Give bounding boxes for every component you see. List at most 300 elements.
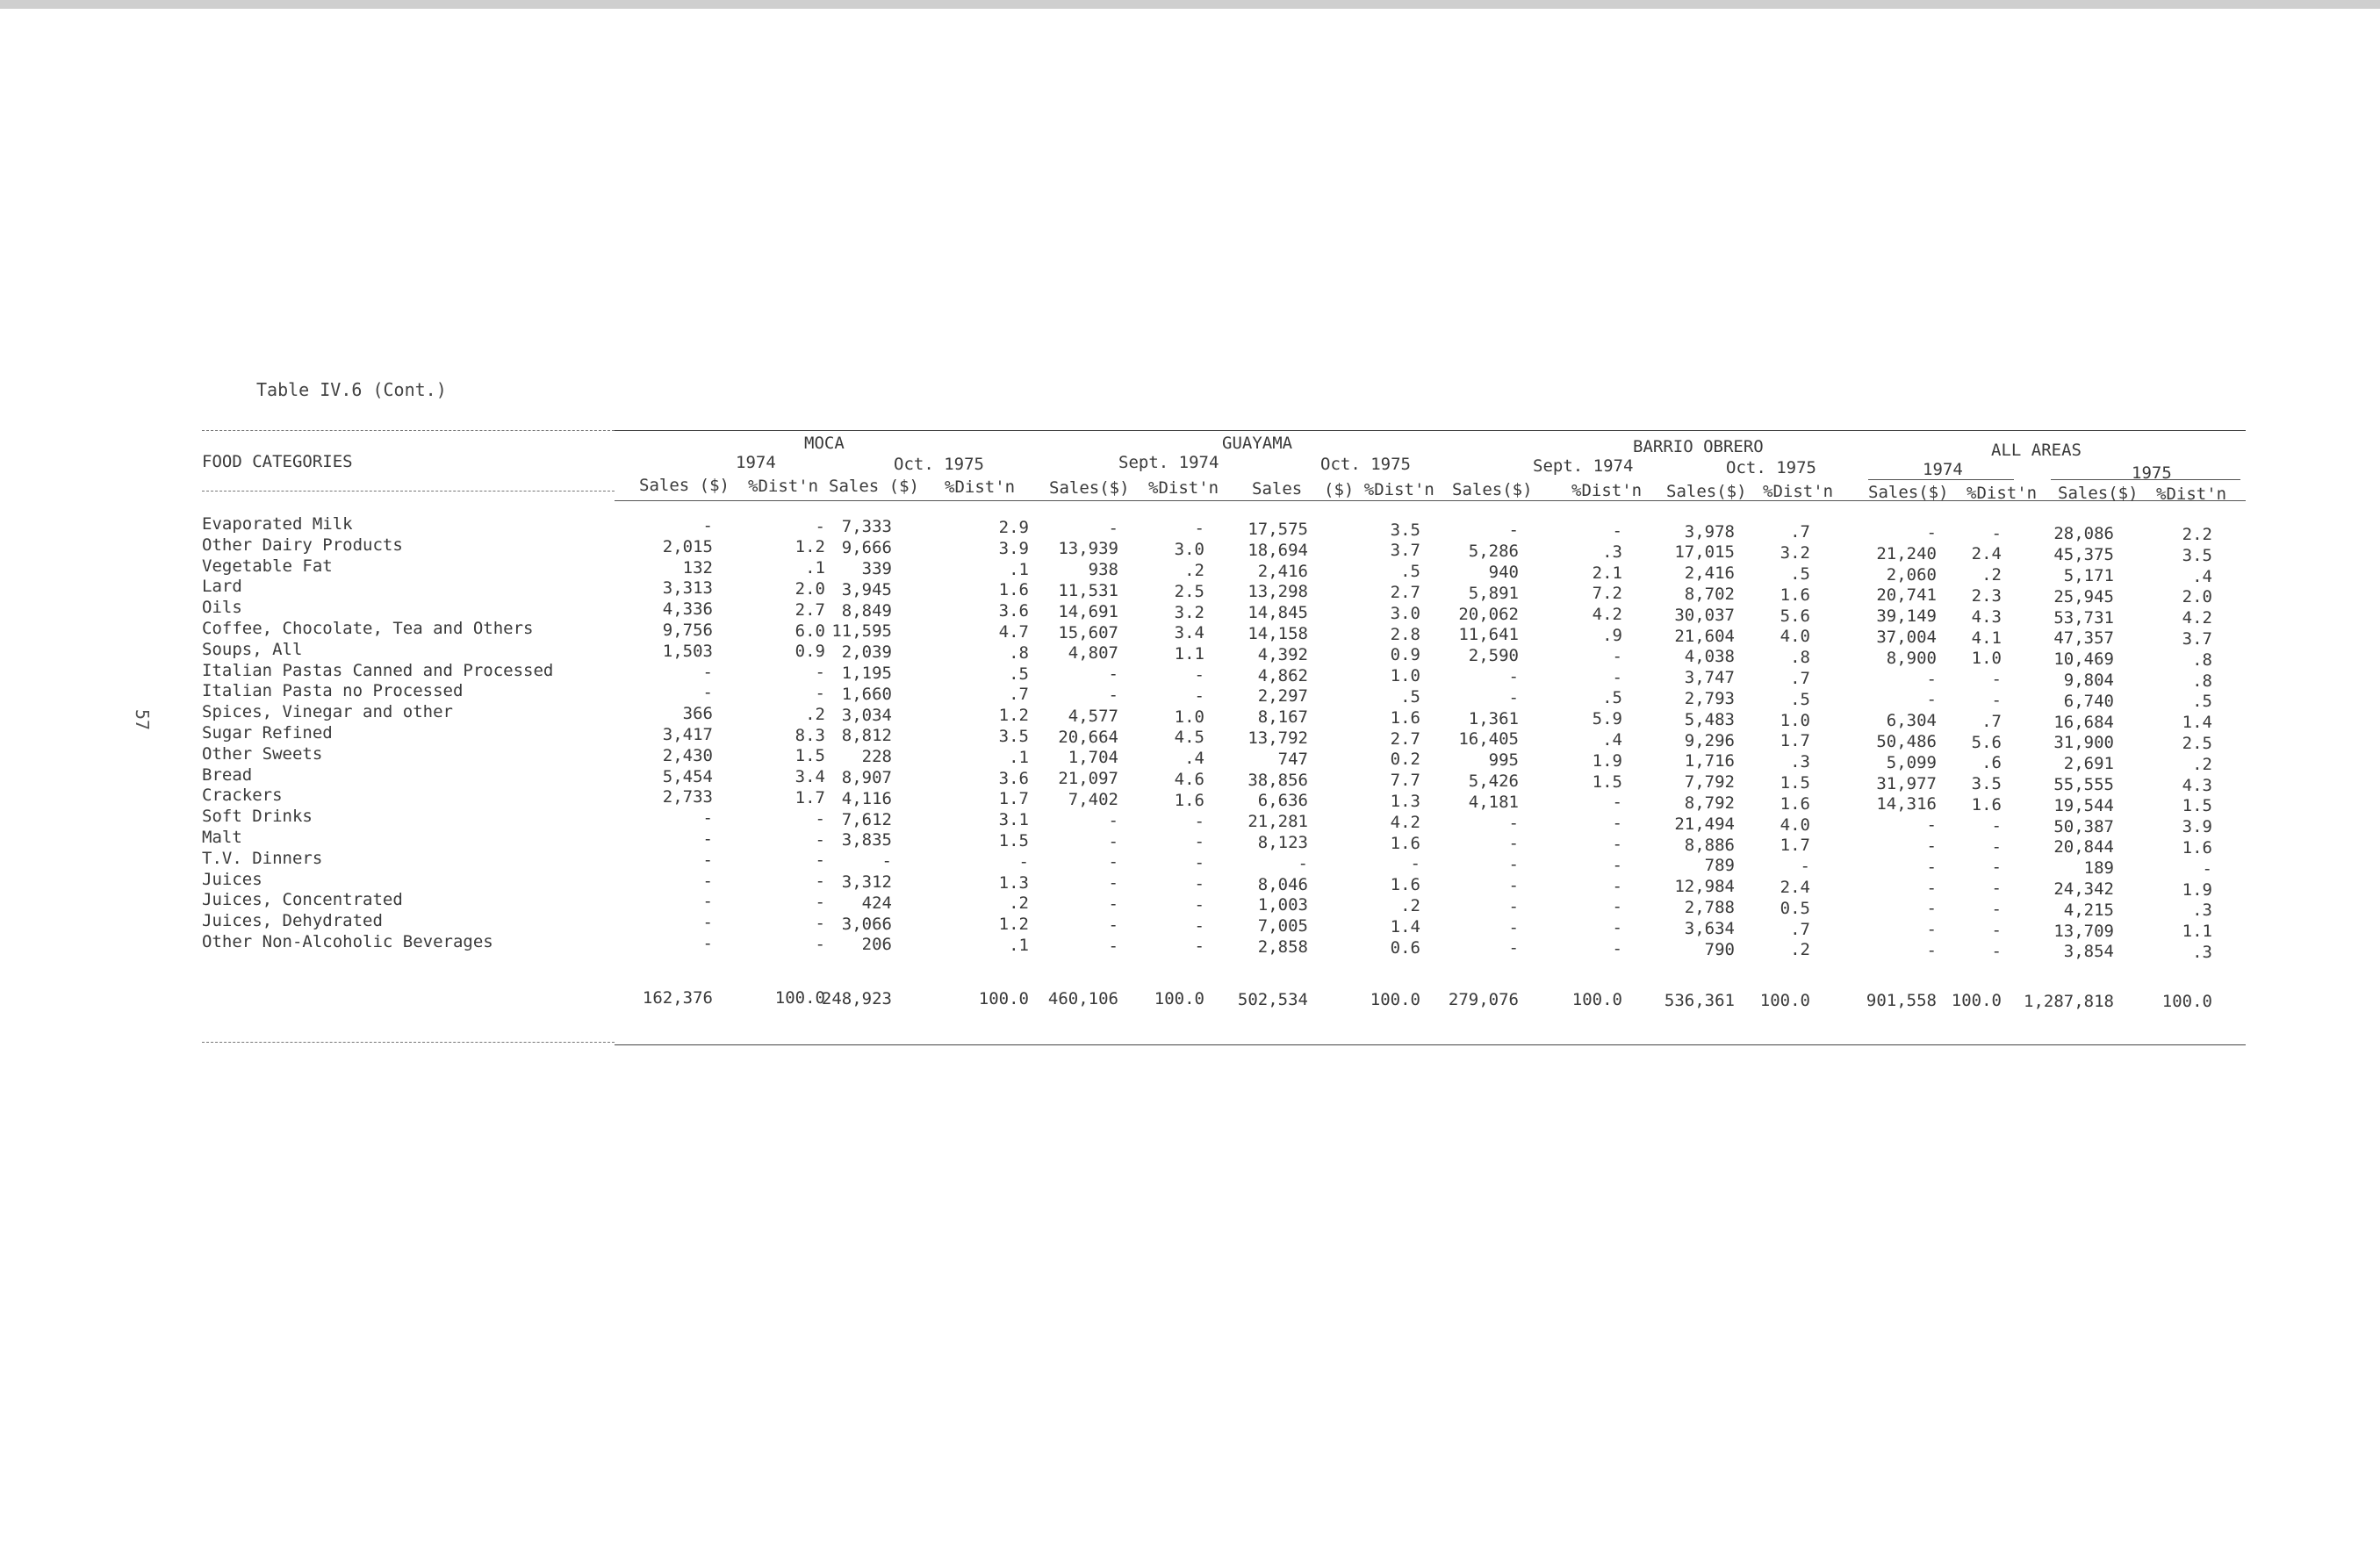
- table-cell: 1,195: [841, 663, 892, 683]
- table-cell: -: [1194, 873, 1204, 893]
- table-cell: 25,945: [2053, 586, 2114, 606]
- table-cell: 4,392: [1257, 644, 1308, 664]
- total-cell: 100.0: [1759, 990, 1810, 1010]
- table-cell: .3: [1790, 752, 1810, 772]
- table-cell: 4.3: [2182, 775, 2212, 795]
- table-cell: -: [815, 663, 825, 683]
- total-cell: 100.0: [1154, 989, 1204, 1009]
- table-cell: 7,333: [841, 517, 892, 537]
- table-cell: -: [1612, 918, 1622, 938]
- table-cell: 3,945: [841, 579, 892, 599]
- table-cell: -: [1194, 915, 1204, 936]
- table-cell: .5: [1400, 562, 1420, 582]
- table-cell: 2.8: [1390, 624, 1420, 644]
- table-cell: -: [1612, 835, 1622, 854]
- table-cell: 1.1: [1174, 644, 1204, 664]
- row-label: Juices, Concentrated: [202, 890, 403, 910]
- row-label: Italian Pasta no Processed: [202, 681, 464, 701]
- table-cell: 1.7: [795, 788, 825, 808]
- table-cell: .2: [1009, 893, 1029, 914]
- table-cell: 3.4: [795, 767, 825, 787]
- table-cell: 4,038: [1684, 647, 1735, 667]
- table-cell: 6,304: [1886, 711, 1937, 731]
- table-cell: -: [1926, 899, 1937, 919]
- table-cell: -: [702, 683, 713, 703]
- area-header: ALL AREAS: [1991, 441, 2082, 460]
- table-cell: -: [815, 872, 825, 892]
- table-cell: .8: [1009, 642, 1029, 663]
- table-cell: 1.2: [998, 915, 1029, 935]
- table-cell: 14,158: [1248, 624, 1308, 643]
- table-cell: -: [1508, 687, 1519, 707]
- table-cell: 228: [861, 747, 892, 767]
- table-cell: 20,741: [1876, 585, 1937, 606]
- table-cell: 747: [1277, 749, 1308, 769]
- table-cell: 8,907: [841, 767, 892, 787]
- table-cell: .1: [1009, 936, 1029, 955]
- table-cell: 1.0: [1390, 666, 1420, 686]
- table-cell: .8: [1790, 648, 1810, 668]
- table-cell: -: [1612, 667, 1622, 687]
- table-cell: 13,939: [1058, 539, 1118, 559]
- total-cell: 1,287,818: [2024, 991, 2114, 1011]
- table-cell: -: [815, 684, 825, 704]
- table-cell: -: [815, 893, 825, 913]
- table-cell: 7,402: [1068, 790, 1118, 810]
- table-cell: 2.4: [1971, 544, 2002, 564]
- table-cell: 3.9: [998, 538, 1029, 558]
- table-cell: .2: [1400, 896, 1420, 916]
- table-cell: -: [1926, 878, 1937, 898]
- table-cell: 938: [1088, 560, 1118, 580]
- table-cell: .1: [805, 558, 825, 578]
- table-cell: -: [1991, 815, 2002, 836]
- table-cell: 3.0: [1390, 603, 1420, 623]
- table-cell: 1.6: [1971, 795, 2002, 815]
- table-cell: -: [881, 851, 892, 872]
- table-cell: 8,812: [841, 726, 892, 746]
- table-cell: .5: [1790, 563, 1810, 584]
- period-header: Sept. 1974: [1118, 453, 1219, 472]
- table-cell: -: [1926, 941, 1937, 960]
- table-cell: 1,361: [1468, 708, 1519, 728]
- table-cell: -: [1508, 813, 1519, 833]
- table-cell: 31,977: [1876, 773, 1937, 793]
- table-cell: -: [1108, 685, 1118, 706]
- table-cell: 8.3: [795, 725, 825, 745]
- column-header: %Dist'n: [2156, 484, 2227, 504]
- table-cell: 3,854: [2063, 942, 2114, 962]
- table-cell: 1,003: [1257, 895, 1308, 915]
- table-cell: -: [1991, 691, 2002, 711]
- table-cell: -: [1108, 936, 1118, 956]
- table-cell: .5: [1009, 664, 1029, 684]
- table-cell: -: [1508, 520, 1519, 541]
- table-cell: 4.6: [1174, 769, 1204, 789]
- table-cell: -: [1612, 939, 1622, 958]
- page-number: 57: [132, 708, 154, 731]
- total-cell: 279,076: [1448, 990, 1519, 1010]
- table-cell: 2,590: [1468, 646, 1519, 666]
- table-cell: 4,577: [1068, 706, 1118, 726]
- table-cell: 6.0: [795, 621, 825, 641]
- period-header: Sept. 1974: [1533, 456, 1634, 476]
- table-cell: 38,856: [1248, 770, 1308, 790]
- food-categories-header: FOOD CATEGORIES: [202, 452, 353, 471]
- table-cell: 1.5: [998, 831, 1029, 850]
- table-cell: -: [1991, 920, 2002, 940]
- table-cell: -: [1108, 894, 1118, 915]
- table-cell: -: [1108, 664, 1118, 685]
- table-cell: -: [815, 808, 825, 829]
- table-cell: 4,862: [1257, 665, 1308, 685]
- table-cell: 5,426: [1468, 771, 1519, 791]
- table-cell: 28,086: [2053, 524, 2114, 544]
- table-cell: .9: [1602, 626, 1622, 645]
- table-cell: 0.2: [1390, 750, 1420, 770]
- table-cell: .7: [1790, 522, 1810, 542]
- table-cell: 8,886: [1684, 835, 1735, 855]
- table-cell: 21,097: [1058, 769, 1118, 789]
- table-cell: 1.6: [1174, 790, 1204, 810]
- table-cell: -: [1194, 519, 1204, 539]
- table-cell: 3.6: [998, 768, 1029, 788]
- table-cell: 3.5: [1390, 520, 1420, 540]
- row-label: Other Sweets: [202, 743, 323, 764]
- table-cell: 50,486: [1876, 732, 1937, 751]
- total-cell: 502,534: [1237, 989, 1308, 1009]
- column-header: %Dist'n: [1967, 483, 2038, 503]
- table-cell: 3.0: [1174, 540, 1204, 560]
- total-cell: 100.0: [1571, 990, 1622, 1010]
- table-cell: -: [1108, 873, 1118, 893]
- table-cell: 2,733: [662, 787, 713, 807]
- table-cell: .8: [2192, 671, 2212, 691]
- table-cell: 189: [2083, 858, 2114, 879]
- table-cell: 1.4: [1390, 916, 1420, 936]
- table-cell: 1.3: [998, 872, 1029, 893]
- row-label: Other Non-Alcoholic Beverages: [202, 932, 493, 951]
- table-cell: 1.6: [1780, 585, 1810, 605]
- table-cell: 16,684: [2053, 712, 2114, 732]
- table-cell: 4.0: [1780, 627, 1810, 647]
- table-cell: 17,015: [1674, 542, 1735, 563]
- table-cell: 2,297: [1257, 686, 1308, 707]
- table-cell: -: [1800, 857, 1810, 877]
- table-cell: 7,612: [841, 809, 892, 829]
- table-cell: 2,691: [2063, 754, 2114, 774]
- table-cell: -: [1508, 896, 1519, 916]
- table-cell: 2.1: [1592, 563, 1622, 583]
- table-cell: 8,046: [1257, 874, 1308, 894]
- table-cell: 1.5: [2182, 796, 2212, 816]
- table-cell: -: [1991, 879, 2002, 899]
- table-cell: -: [1108, 810, 1118, 830]
- table-cell: .2: [1184, 560, 1204, 580]
- table-cell: .7: [1009, 685, 1029, 705]
- row-label: Soups, All: [202, 639, 303, 659]
- table-cell: 8,167: [1257, 707, 1308, 728]
- table-cell: 1.0: [1780, 710, 1810, 730]
- bottom-rule: [615, 1044, 2246, 1045]
- table-cell: .5: [1400, 687, 1420, 707]
- table-cell: 1.1: [2182, 922, 2212, 942]
- table-cell: -: [1194, 832, 1204, 852]
- table-cell: 11,531: [1058, 581, 1118, 601]
- table-cell: 2,788: [1684, 898, 1735, 918]
- table-cell: 2,793: [1684, 689, 1735, 709]
- table-cell: 16,405: [1458, 729, 1519, 750]
- row-label: T.V. Dinners: [202, 848, 323, 868]
- table-cell: 3.5: [998, 727, 1029, 746]
- table-cell: -: [1991, 523, 2002, 543]
- table-cell: 366: [682, 704, 713, 724]
- row-label: Bread: [202, 764, 253, 785]
- table-cell: 13,298: [1248, 582, 1308, 602]
- table-cell: 1.7: [1780, 731, 1810, 751]
- table-cell: 2,416: [1257, 561, 1308, 581]
- period-header: 1974: [1923, 460, 1963, 479]
- table-cell: 1.7: [998, 789, 1029, 809]
- table-cell: 9,756: [662, 621, 713, 640]
- table-cell: 1.4: [2182, 713, 2212, 733]
- top-rule: [615, 430, 2246, 431]
- table-cell: -: [1194, 685, 1204, 706]
- column-header: %Dist'n: [1763, 482, 1834, 502]
- table-cell: 1.0: [1174, 707, 1204, 727]
- row-label: Juices, Dehydrated: [202, 911, 383, 931]
- table-cell: 2.4: [1780, 877, 1810, 897]
- table-cell: 14,691: [1058, 601, 1118, 621]
- table-cell: 20,844: [2053, 837, 2114, 858]
- table-cell: 5,286: [1468, 542, 1519, 562]
- table-cell: 790: [1704, 939, 1735, 959]
- table-cell: -: [1612, 897, 1622, 917]
- table-cell: 3,034: [841, 705, 892, 725]
- table-cell: 3.7: [2182, 629, 2212, 649]
- table-cell: 3,066: [841, 914, 892, 934]
- column-header: Sales($): [1868, 483, 1949, 502]
- column-header: ($) %Dist'n: [1324, 479, 1434, 499]
- table-cell: 21,494: [1674, 814, 1735, 834]
- table-cell: -: [1194, 853, 1204, 873]
- table-cell: 17,575: [1248, 520, 1308, 539]
- table-cell: 4.1: [1971, 628, 2002, 648]
- table-cell: -: [1194, 894, 1204, 915]
- table-cell: 7,005: [1257, 916, 1308, 936]
- table-cell: 10,469: [2053, 649, 2114, 670]
- table-cell: 1.3: [1390, 792, 1420, 812]
- table-cell: 4,336: [662, 599, 713, 620]
- table-caption: Table IV.6 (Cont.): [256, 379, 447, 400]
- table-cell: 3.5: [2182, 545, 2212, 565]
- total-cell: 100.0: [1951, 991, 2002, 1011]
- table-cell: 4.5: [1174, 728, 1204, 748]
- table-cell: -: [1612, 876, 1622, 896]
- total-cell: 100.0: [1370, 989, 1420, 1009]
- table-cell: 1.5: [1592, 771, 1622, 792]
- table-cell: .3: [1602, 542, 1622, 562]
- period-header: 1974: [736, 453, 776, 472]
- table-cell: 2,430: [662, 745, 713, 765]
- table-cell: 1.5: [795, 746, 825, 766]
- table-cell: 339: [861, 558, 892, 578]
- row-label: Evaporated Milk: [202, 514, 353, 534]
- table-cell: -: [1926, 920, 1937, 940]
- table-cell: 45,375: [2053, 545, 2114, 565]
- table-cell: .7: [1790, 668, 1810, 688]
- table-cell: 2.7: [1390, 728, 1420, 749]
- table-cell: 8,792: [1684, 793, 1735, 814]
- table-cell: -: [1926, 690, 1937, 710]
- table-cell: -: [1108, 518, 1118, 538]
- table-cell: -: [1108, 852, 1118, 872]
- table-cell: -: [1508, 855, 1519, 875]
- table-cell: .7: [1790, 919, 1810, 939]
- table-cell: 39,149: [1876, 606, 1937, 627]
- total-cell: 248,923: [821, 988, 892, 1008]
- table-cell: -: [702, 516, 713, 535]
- table-cell: -: [1991, 670, 2002, 690]
- table-cell: -: [1298, 853, 1308, 873]
- table-cell: 206: [861, 935, 892, 955]
- table-cell: 2,060: [1886, 564, 1937, 585]
- column-rule-left: [202, 491, 615, 492]
- table-cell: -: [1194, 936, 1204, 957]
- table-cell: 7.7: [1390, 771, 1420, 791]
- table-cell: 9,804: [2063, 670, 2114, 690]
- table-cell: -: [702, 662, 713, 682]
- table-cell: 2,858: [1257, 937, 1308, 957]
- table-cell: .2: [805, 704, 825, 724]
- table-cell: 7,792: [1684, 772, 1735, 793]
- table-cell: .8: [2192, 649, 2212, 670]
- table-cell: 2.3: [1971, 586, 2002, 606]
- table-cell: -: [1926, 523, 1937, 542]
- total-cell: 100.0: [978, 988, 1029, 1008]
- table-cell: 4.2: [1592, 605, 1622, 625]
- table-cell: 1.6: [998, 580, 1029, 600]
- table-cell: 3,747: [1684, 668, 1735, 688]
- table-cell: -: [702, 934, 713, 953]
- table-cell: -: [1410, 854, 1420, 874]
- row-label: Malt: [202, 828, 242, 847]
- table-cell: 47,357: [2053, 628, 2114, 649]
- table-cell: 19,544: [2053, 795, 2114, 815]
- table-cell: -: [702, 808, 713, 829]
- table-cell: 1.6: [2182, 838, 2212, 858]
- table-cell: 2.0: [2182, 587, 2212, 607]
- table-cell: .1: [1009, 559, 1029, 579]
- table-cell: 1.2: [795, 537, 825, 557]
- row-label: Spices, Vinegar and other: [202, 702, 453, 722]
- table-cell: 4.2: [1390, 812, 1420, 832]
- bottom-rule-left: [202, 1042, 615, 1043]
- table-cell: -: [1508, 875, 1519, 895]
- table-cell: 1,716: [1684, 751, 1735, 771]
- table-cell: .2: [1790, 940, 1810, 960]
- area-header: GUAYAMA: [1222, 434, 1293, 453]
- table-cell: 55,555: [2053, 774, 2114, 794]
- table-cell: -: [1612, 646, 1622, 666]
- table-cell: 11,641: [1458, 625, 1519, 645]
- row-label: Other Dairy Products: [202, 535, 403, 555]
- table-cell: 0.6: [1390, 937, 1420, 958]
- table-cell: 3,417: [662, 725, 713, 744]
- table-cell: 0.9: [1390, 645, 1420, 665]
- area-header: MOCA: [804, 434, 845, 453]
- total-cell: 162,376: [642, 988, 713, 1008]
- table-cell: 2,416: [1684, 563, 1735, 584]
- table-cell: 5.6: [1780, 606, 1810, 626]
- table-cell: 2.0: [795, 579, 825, 599]
- table-cell: -: [815, 913, 825, 933]
- table-cell: 3,312: [841, 872, 892, 892]
- table-cell: 6,636: [1257, 791, 1308, 811]
- table-cell: 1,503: [662, 641, 713, 661]
- table-cell: .4: [1184, 749, 1204, 769]
- table-cell: 11,595: [831, 621, 892, 642]
- column-header: Sales ($): [829, 477, 919, 497]
- table-cell: 2,039: [841, 642, 892, 663]
- table-cell: 995: [1488, 750, 1519, 771]
- table-cell: 9,296: [1684, 730, 1735, 750]
- table-cell: 0.9: [795, 642, 825, 662]
- table-cell: 3,634: [1684, 918, 1735, 938]
- table-cell: -: [815, 934, 825, 954]
- period-rule-1974: [1868, 479, 2014, 480]
- table-cell: 21,604: [1674, 626, 1735, 646]
- table-cell: 5,099: [1886, 752, 1937, 772]
- table-cell: -: [1991, 900, 2002, 920]
- table-cell: 6,740: [2063, 691, 2114, 711]
- table-cell: 15,607: [1058, 622, 1118, 642]
- column-header: %Dist'n: [748, 476, 819, 496]
- table-cell: 5.6: [1971, 732, 2002, 752]
- row-label: Juices: [202, 869, 262, 889]
- table-cell: 1.6: [1390, 875, 1420, 895]
- period-header: Oct. 1975: [1320, 455, 1411, 474]
- table-cell: -: [1508, 834, 1519, 854]
- table-cell: .5: [2192, 692, 2212, 712]
- table-cell: -: [1926, 857, 1937, 877]
- table-cell: 14,845: [1248, 603, 1308, 623]
- table-cell: 4,807: [1068, 643, 1118, 664]
- table-cell: -: [1612, 793, 1622, 813]
- table-cell: 20,664: [1058, 727, 1118, 747]
- table-cell: -: [1108, 915, 1118, 935]
- table-cell: 4.0: [1780, 814, 1810, 835]
- table-cell: 1.5: [1780, 772, 1810, 793]
- table-cell: 50,387: [2053, 816, 2114, 836]
- scan-top-edge: [0, 0, 2380, 9]
- row-label: Soft Drinks: [202, 807, 313, 827]
- total-cell: 460,106: [1047, 989, 1118, 1009]
- table-cell: -: [702, 829, 713, 849]
- table-cell: .4: [1602, 730, 1622, 750]
- row-label: Oils: [202, 598, 242, 618]
- row-label: Lard: [202, 577, 242, 597]
- column-header: %Dist'n: [1148, 478, 1219, 499]
- table-cell: 9,666: [841, 538, 892, 558]
- table-cell: -: [815, 850, 825, 871]
- column-header: %Dist'n: [1571, 481, 1643, 500]
- table-cell: -: [1508, 938, 1519, 958]
- table-cell: .1: [1009, 747, 1029, 767]
- table-cell: -: [815, 829, 825, 850]
- table-cell: 21,281: [1248, 812, 1308, 832]
- table-cell: 5.9: [1592, 709, 1622, 729]
